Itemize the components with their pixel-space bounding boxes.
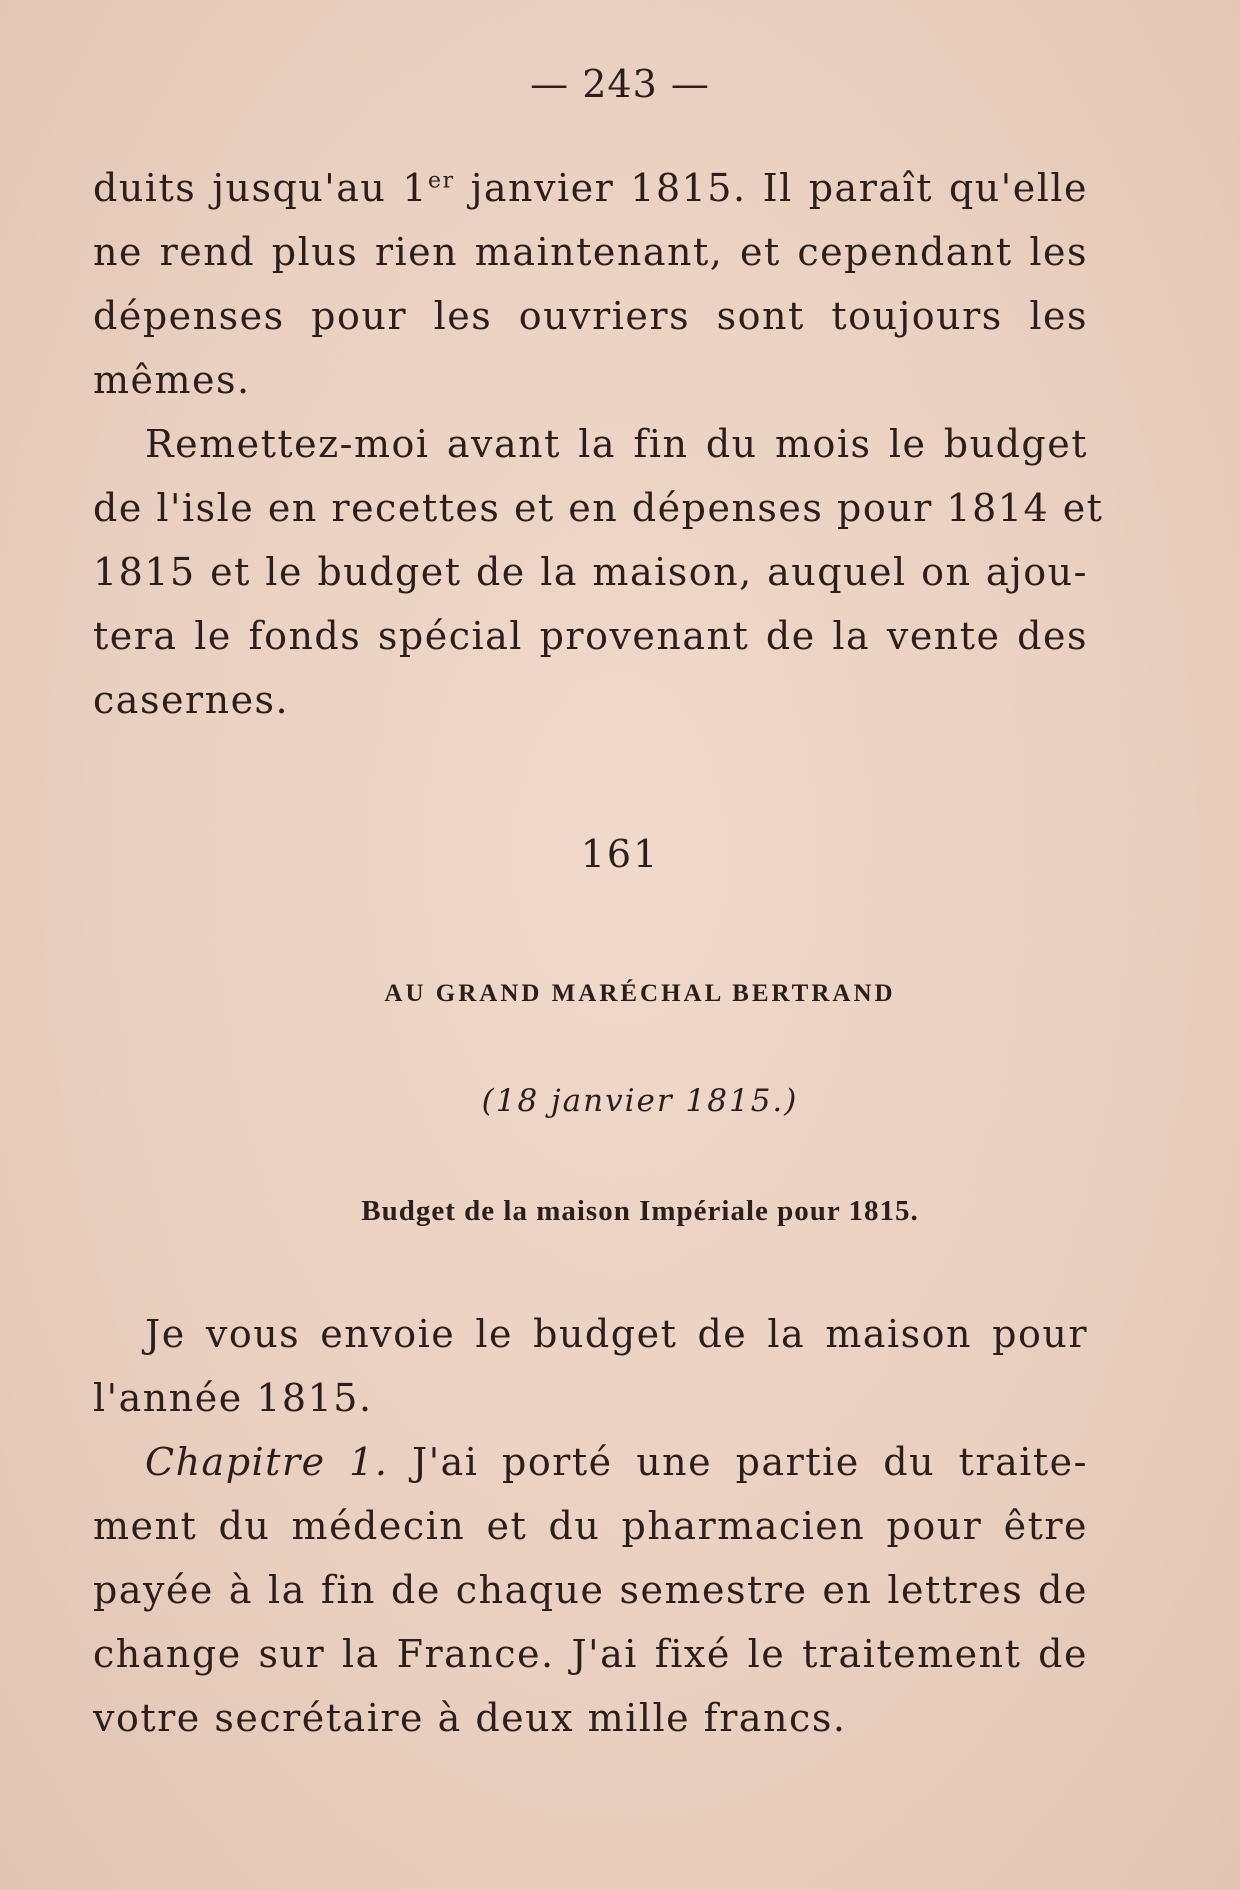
paragraph-2-line-1: Remettez-moi avant la fin du mois le budget bbox=[145, 422, 1088, 466]
paragraph-3-line-1: Je vous envoie le budget de la maison pour bbox=[145, 1312, 1088, 1356]
paragraph-2-line-3: 1815 et le budget de la maison, auquel on ajou- bbox=[93, 550, 1088, 594]
paragraph-1-line-4: mêmes. bbox=[93, 358, 251, 402]
paragraph-4-line-2: ment du médecin et du pharmacien pour être bbox=[93, 1504, 1088, 1548]
paragraph-4-line-3: payée à la fin de chaque semestre en lettres de bbox=[93, 1568, 1088, 1612]
paragraph-3-line-2: l'année 1815. bbox=[93, 1376, 373, 1420]
text-span: duits jusqu'au 1 bbox=[93, 166, 429, 210]
paragraph-4-line-1 bbox=[145, 1430, 1088, 1494]
letter-number: 161 bbox=[580, 832, 660, 876]
paragraph-1-line-3: dépenses pour les ouvriers sont toujours les bbox=[93, 294, 1088, 338]
paragraph-2-line-5: casernes. bbox=[93, 678, 290, 722]
text-span: J'ai porté une partie du traite- bbox=[388, 1440, 1088, 1484]
paragraph-1-line-2: ne rend plus rien maintenant, et cependant les bbox=[93, 230, 1088, 274]
letter-addressee: AU GRAND MARÉCHAL BERTRAND bbox=[384, 980, 896, 1007]
letter-date: (18 janvier 1815.) bbox=[481, 1083, 799, 1119]
superscript: er bbox=[428, 168, 455, 194]
page-number: — 243 — bbox=[530, 62, 710, 106]
paragraph-1-line-1 bbox=[93, 156, 1088, 220]
letter-subject: Budget de la maison Impériale pour 1815. bbox=[361, 1195, 919, 1227]
paragraph-2-line-4: tera le fonds spécial provenant de la vente des bbox=[93, 614, 1088, 658]
paragraph-4-line-4: change sur la France. J'ai fixé le traitement de bbox=[93, 1632, 1088, 1676]
chapter-label: Chapitre 1. bbox=[145, 1440, 389, 1484]
paragraph-4-line-5: votre secrétaire à deux mille francs. bbox=[93, 1696, 847, 1740]
paragraph-2-line-2: de l'isle en recettes et en dépenses pour 1814 et bbox=[93, 486, 1104, 530]
text-span: janvier 1815. Il paraît qu'elle bbox=[454, 166, 1088, 210]
